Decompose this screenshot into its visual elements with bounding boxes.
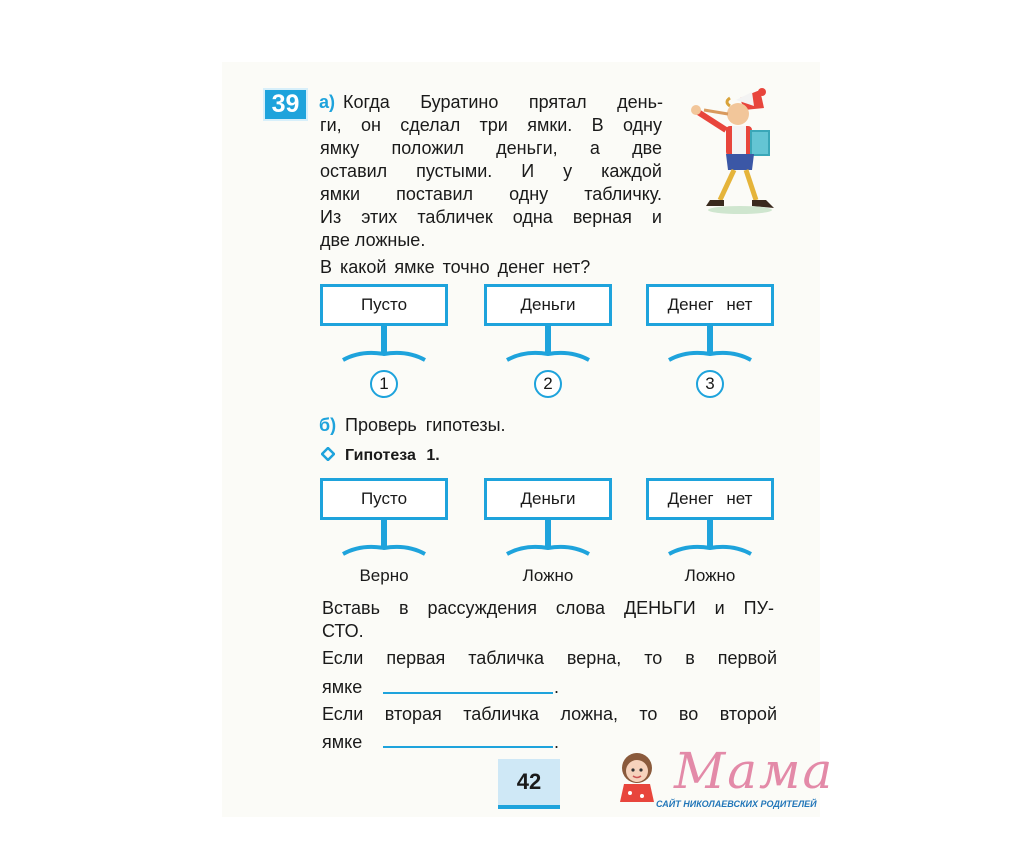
status-3: Ложно (684, 566, 736, 585)
question-text: В какой ямке точно денег нет? (320, 257, 591, 277)
sign-a-3-board: Денег нет (646, 284, 774, 326)
story-line-7: две ложные. (320, 230, 426, 250)
instruction-line-2: СТО. (322, 621, 364, 641)
sign-a-3-post (665, 326, 755, 364)
story-line-4: оставил пустыми. И у каждой (320, 161, 662, 181)
story-line-6: Из этих табличек одна верная и (320, 207, 662, 227)
task-number-badge: 39 (263, 88, 308, 121)
sign-b-3 (646, 478, 774, 558)
part-b-label: б) (319, 415, 337, 435)
story-line-2: ги, он сделал три ямки. В одну (320, 115, 662, 135)
hypothesis-title: Гипотеза 1. (345, 447, 440, 464)
story-line-1: Когда Буратино прятал день- (343, 92, 663, 112)
watermark-word: Мама (674, 742, 835, 800)
sign-a-1-board: Пусто (320, 284, 448, 326)
sign-a-1 (320, 284, 448, 364)
sentence-1-line-2: ямке (322, 677, 363, 697)
sign-a-3 (646, 284, 774, 364)
pinocchio-illustration (680, 88, 776, 216)
sentence-1-dot: . (554, 677, 560, 697)
status-1: Верно (359, 566, 409, 585)
sign-a-1-post (339, 326, 429, 364)
sign-b-2-post (503, 520, 593, 558)
sign-a-2-board: Деньги (484, 284, 612, 326)
hole-number-1: 1 (370, 370, 398, 398)
sentence-1-line-1: Если первая табличка верна, то в первой (322, 648, 777, 668)
sign-b-3-board: Денег нет (646, 478, 774, 520)
sentence-2-line-2: ямке (322, 732, 363, 752)
page-number: 42 (498, 759, 560, 809)
instruction-line-1: Вставь в рассуждения слова ДЕНЬГИ и ПУ- (322, 598, 774, 618)
sign-b-1-post (339, 520, 429, 558)
sign-b-2-board: Деньги (484, 478, 612, 520)
watermark-subtitle: САЙТ НИКОЛАЕВСКИХ РОДИТЕЛЕЙ (656, 799, 817, 809)
sign-b-1-board: Пусто (320, 478, 448, 520)
sign-b-1 (320, 478, 448, 558)
sign-a-2 (484, 284, 612, 364)
story-line-3: ямку положил деньги, а две (320, 138, 662, 158)
sign-b-2 (484, 478, 612, 558)
part-b-title: Проверь гипотезы. (345, 415, 506, 435)
part-a-label: а) (319, 92, 336, 112)
hole-number-2: 2 (534, 370, 562, 398)
story-line-5: ямки поставил одну табличку. (320, 184, 662, 204)
answer-blank-2[interactable] (383, 746, 553, 748)
hole-number-3: 3 (696, 370, 724, 398)
diamond-bullet-icon (321, 447, 335, 461)
sign-b-3-post (665, 520, 755, 558)
status-2: Ложно (522, 566, 574, 585)
answer-blank-1[interactable] (383, 692, 553, 694)
sign-a-2-post (503, 326, 593, 364)
logo-girl-illustration (612, 748, 662, 808)
sentence-2-dot: . (554, 732, 560, 752)
sentence-2-line-1: Если вторая табличка ложна, то во второй (322, 704, 777, 724)
